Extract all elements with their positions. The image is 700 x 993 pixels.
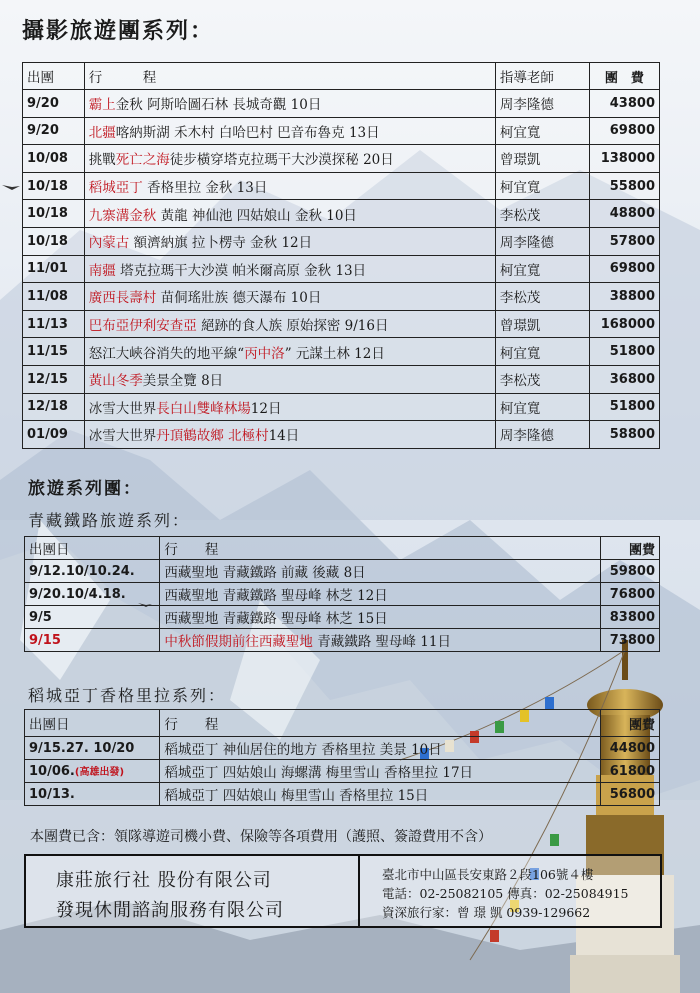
tour-itinerary xyxy=(160,560,600,583)
company-phone: 電話：02-25082105 傳真：02-25084915 xyxy=(382,886,629,901)
tour-fee: 51800 xyxy=(589,393,659,421)
itinerary-text: 冰雪大世界 xyxy=(88,428,157,445)
company-names xyxy=(26,856,360,926)
tour-date: 9/5 xyxy=(25,606,160,629)
itinerary-highlight: 九寨溝金秋 xyxy=(88,207,157,224)
tour-itinerary: 稻城亞丁 四姑娘山 梅里雪山 香格里拉 15日 xyxy=(160,783,600,806)
header-date: 出團日 xyxy=(25,710,160,737)
table-row xyxy=(25,737,660,760)
photo-tours-table xyxy=(22,62,660,449)
tour-fee: 55800 xyxy=(589,172,659,200)
table-header-row xyxy=(23,63,660,90)
itinerary-highlight: 黃山冬季 xyxy=(88,373,143,390)
tour-date: 12/18 xyxy=(23,393,85,421)
tour-itinerary xyxy=(84,283,495,311)
header-fee: 團費 xyxy=(600,710,659,737)
table-row xyxy=(23,255,660,283)
table-row xyxy=(23,365,660,393)
tour-date: 11/13 xyxy=(23,310,85,338)
tour-itinerary xyxy=(160,629,600,652)
tour-itinerary xyxy=(84,393,495,421)
itinerary-highlight: 長白山雙峰林場 xyxy=(156,400,251,417)
itinerary-text: 香格里拉 金秋 13日 xyxy=(142,180,268,197)
company-footer xyxy=(24,854,662,928)
tour-itinerary xyxy=(84,200,495,228)
tour-fee: 69800 xyxy=(589,117,659,145)
company-name-1: 康莊旅行社 股份有限公司 xyxy=(56,870,272,891)
tour-itinerary xyxy=(84,365,495,393)
tour-date: 11/08 xyxy=(23,283,85,311)
date-text: 10/06. xyxy=(29,764,75,779)
tour-date: 9/20 xyxy=(23,90,85,118)
tour-fee: 73800 xyxy=(600,629,659,652)
tour-guide: 周李隆德 xyxy=(495,90,589,118)
tour-fee: 36800 xyxy=(589,365,659,393)
qinghai-tibet-title: 青藏鐵路旅遊系列： xyxy=(28,511,191,530)
itinerary-highlight: 南疆 xyxy=(88,262,116,279)
tour-fee: 48800 xyxy=(589,200,659,228)
table-header-row xyxy=(25,710,660,737)
tour-date: 9/20 xyxy=(23,117,85,145)
tour-guide: 柯宜寬 xyxy=(495,338,589,366)
tour-itinerary xyxy=(84,227,495,255)
itinerary-text: 西藏聖地 青藏鐵路 前藏 後藏 8日 xyxy=(164,565,366,581)
tour-date: 10/08 xyxy=(23,145,85,173)
itinerary-text: 14日 xyxy=(268,428,300,445)
itinerary-text: 美景全覽 8日 xyxy=(142,373,224,390)
tour-date: 10/18 xyxy=(23,172,85,200)
tour-date: 11/01 xyxy=(23,255,85,283)
tour-fee: 57800 xyxy=(589,227,659,255)
date-text: 9/15.27. 10/20 xyxy=(29,740,135,756)
tour-itinerary: 稻城亞丁 神仙居住的地方 香格里拉 美景 10日 xyxy=(160,737,600,760)
tour-fee: 83800 xyxy=(600,606,659,629)
tour-date xyxy=(25,737,160,760)
table-row xyxy=(25,629,660,652)
itinerary-highlight: 丙中洛 xyxy=(244,345,285,362)
travel-section-title: 旅遊系列團： xyxy=(28,479,142,499)
company-name-2: 發現休閒諮詢服務有限公司 xyxy=(56,900,284,921)
itinerary-text: 西藏聖地 青藏鐵路 聖母峰 林芝 15日 xyxy=(164,611,388,627)
itinerary-text: ” 元謀土林 12日 xyxy=(284,345,385,362)
table-row xyxy=(23,283,660,311)
itinerary-text: 絕跡的食人族 原始探密 9/16日 xyxy=(196,318,389,335)
tour-itinerary xyxy=(84,421,495,449)
header-fee: 團 費 xyxy=(589,63,659,90)
itinerary-highlight: 內蒙古 xyxy=(88,235,130,252)
itinerary-text: 額濟納旗 拉卜楞寺 金秋 12日 xyxy=(129,235,313,252)
itinerary-text: 塔克拉瑪干大沙漠 帕米爾高原 金秋 13日 xyxy=(115,262,367,279)
itinerary-text: 苗侗瑤壯族 德天瀑布 10日 xyxy=(156,290,322,307)
tour-guide: 柯宜寬 xyxy=(495,117,589,145)
company-address: 臺北市中山區長安東路２段106號４樓 xyxy=(382,867,594,882)
header-trip: 行 程 xyxy=(84,63,495,90)
tour-guide: 柯宜寬 xyxy=(495,393,589,421)
tour-fee: 61800 xyxy=(600,760,659,783)
table-row xyxy=(23,227,660,255)
tour-fee: 44800 xyxy=(600,737,659,760)
table-row xyxy=(23,310,660,338)
table-row xyxy=(23,172,660,200)
tour-itinerary xyxy=(84,338,495,366)
company-agent: 資深旅行家：曾 璟 凱 0939-129662 xyxy=(382,905,591,920)
tour-guide: 李松茂 xyxy=(495,283,589,311)
tour-fee: 59800 xyxy=(600,560,659,583)
itinerary-text: 怒江大峽谷消失的地平線“ xyxy=(88,345,245,362)
table-row xyxy=(23,421,660,449)
itinerary-highlight: 稻城亞丁 xyxy=(88,180,143,197)
itinerary-text: 喀納斯湖 禾木村 白哈巴村 巴音布魯克 13日 xyxy=(115,124,380,141)
table-row xyxy=(25,606,660,629)
itinerary-highlight: 北疆 xyxy=(88,124,116,141)
itinerary-highlight: 霸上 xyxy=(88,97,116,114)
tour-date: 10/18 xyxy=(23,227,85,255)
itinerary-text: 12日 xyxy=(250,400,282,417)
table-row xyxy=(25,783,660,806)
itinerary-highlight: 丹頂鶴故鄉 北極村 xyxy=(156,428,269,445)
daocheng-table xyxy=(24,709,660,806)
header-fee: 團費 xyxy=(600,537,659,560)
tour-guide: 柯宜寬 xyxy=(495,255,589,283)
tour-fee: 56800 xyxy=(600,783,659,806)
tour-guide: 柯宜寬 xyxy=(495,172,589,200)
header-guide: 指導老師 xyxy=(495,63,589,90)
tour-date: 10/18 xyxy=(23,200,85,228)
tour-date: 9/20.10/4.18. xyxy=(25,583,160,606)
itinerary-highlight: 廣西長壽村 xyxy=(88,290,157,307)
tour-guide: 曾璟凱 xyxy=(495,145,589,173)
tour-date xyxy=(25,783,160,806)
tour-guide: 周李隆德 xyxy=(495,421,589,449)
itinerary-text: 黃龍 神仙池 四姑娘山 金秋 10日 xyxy=(156,207,357,224)
tour-guide: 李松茂 xyxy=(495,200,589,228)
itinerary-text: 冰雪大世界 xyxy=(88,400,157,417)
daocheng-title: 稻城亞丁香格里拉系列： xyxy=(28,686,227,705)
departure-note: (高雄出發) xyxy=(74,767,125,778)
tour-itinerary xyxy=(160,606,600,629)
itinerary-text: 徒步橫穿塔克拉瑪干大沙漠探秘 20日 xyxy=(169,152,394,169)
fee-note: 本團費已含：領隊導遊司機小費、保險等各項費用（護照、簽證費用不含） xyxy=(30,829,492,845)
itinerary-text: 挑戰 xyxy=(88,152,116,169)
tour-date: 9/15 xyxy=(25,629,160,652)
tour-fee: 43800 xyxy=(589,90,659,118)
table-row xyxy=(23,393,660,421)
tour-fee: 38800 xyxy=(589,283,659,311)
table-header-row xyxy=(25,537,660,560)
tour-itinerary xyxy=(84,145,495,173)
tour-itinerary xyxy=(84,255,495,283)
tour-date: 12/15 xyxy=(23,365,85,393)
page-title: 攝影旅遊團系列： xyxy=(22,18,215,44)
date-text: 10/13. xyxy=(29,786,75,802)
tour-fee: 58800 xyxy=(589,421,659,449)
table-row xyxy=(25,760,660,783)
tour-guide: 周李隆德 xyxy=(495,227,589,255)
table-row xyxy=(23,117,660,145)
itinerary-highlight: 死亡之海 xyxy=(115,152,170,169)
tour-itinerary xyxy=(84,310,495,338)
tour-date xyxy=(25,760,160,783)
tour-date: 01/09 xyxy=(23,421,85,449)
table-row xyxy=(25,583,660,606)
itinerary-text: 金秋 阿斯哈圖石林 長城奇觀 10日 xyxy=(115,97,322,114)
table-row xyxy=(23,145,660,173)
itinerary-highlight: 中秋節假期前往西藏聖地 xyxy=(164,634,313,650)
header-date: 出團日 xyxy=(25,537,160,560)
tour-fee: 138000 xyxy=(589,145,659,173)
tour-fee: 51800 xyxy=(589,338,659,366)
tour-itinerary xyxy=(84,172,495,200)
table-row xyxy=(25,560,660,583)
tour-guide: 曾璟凱 xyxy=(495,310,589,338)
table-row xyxy=(23,338,660,366)
itinerary-text: 青藏鐵路 聖母峰 11日 xyxy=(312,634,451,650)
itinerary-text: 西藏聖地 青藏鐵路 聖母峰 林芝 12日 xyxy=(164,588,388,604)
tour-date: 9/12.10/10.24. xyxy=(25,560,160,583)
table-row xyxy=(23,200,660,228)
itinerary-highlight: 巴布亞伊利安查亞 xyxy=(88,318,197,335)
tour-itinerary: 稻城亞丁 四姑娘山 海螺溝 梅里雪山 香格里拉 17日 xyxy=(160,760,600,783)
tour-itinerary xyxy=(160,583,600,606)
tour-fee: 168000 xyxy=(589,310,659,338)
qinghai-tibet-table xyxy=(24,536,660,652)
tour-fee: 69800 xyxy=(589,255,659,283)
table-row xyxy=(23,90,660,118)
tour-itinerary xyxy=(84,117,495,145)
header-trip: 行 程 xyxy=(160,710,600,737)
tour-fee: 76800 xyxy=(600,583,659,606)
tour-itinerary xyxy=(84,90,495,118)
tour-date: 11/15 xyxy=(23,338,85,366)
header-date: 出團 xyxy=(23,63,85,90)
tour-guide: 李松茂 xyxy=(495,365,589,393)
header-trip: 行 程 xyxy=(160,537,600,560)
